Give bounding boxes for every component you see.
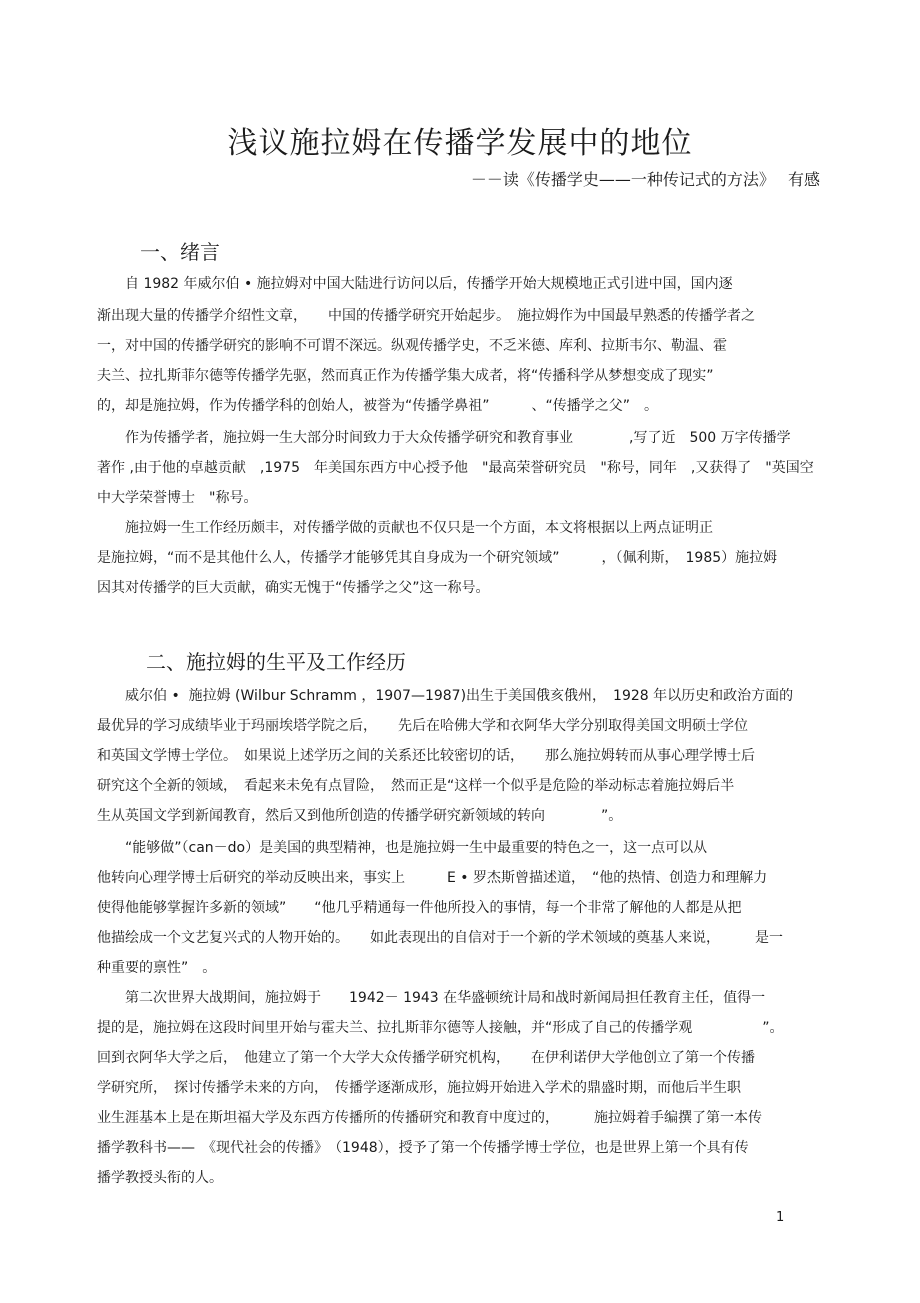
paragraph-line: 播学教科书—— 《现代社会的传播》 （1948），授予了第一个传播学博士学位，也是世界上第一个具有传 — [97, 1140, 749, 1156]
paragraph-line: 施拉姆一生工作经历颇丰，对传播学做的贡献也不仅只是一个方面，本文将根据以上两点证明正 — [97, 520, 713, 536]
paragraph-line: 因其对传播学的巨大贡献，确实无愧于“传播学之父”这一称号。 — [97, 580, 490, 596]
paragraph-line: 是施拉姆，“而不是其他什么人，传播学才能够凭其自身成为一个研究领域” ，（佩利斯， 1985）施拉姆 — [97, 550, 778, 566]
paragraph-line: 最优异的学习成绩毕业于玛丽埃塔学院之后， 先后在哈佛大学和衣阿华大学分别取得美国文明硕士学位 — [97, 718, 748, 734]
paragraph-line: 渐出现大量的传播学介绍性文章， 中国的传播学研究开始起步。 施拉姆作为中国最早熟悉的传播学者之 — [97, 308, 755, 324]
paragraph-line: 播学教授头衔的人。 — [97, 1170, 223, 1186]
paragraph-line: 使得他能够掌握许多新的领域” “他几乎精通每一件他所投入的事情，每一个非常了解他的人都是从把 — [97, 900, 742, 916]
page-subtitle: －－读《传播学史——一种传记式的方法》 有感 — [470, 170, 820, 189]
section-heading-biography: 二、施拉姆的生平及工作经历 — [146, 650, 406, 674]
paragraph-line: 夫兰、拉扎斯菲尔德等传播学先驱，然而真正作为传播学集大成者，将“传播科学从梦想变成了现实” — [97, 368, 714, 384]
paragraph-line: 和英国文学博士学位。 如果说上述学历之间的关系还比较密切的话， 那么施拉姆转而从事心理学博士后 — [97, 748, 755, 764]
paragraph-line: 种重要的禀性” 。 — [97, 960, 217, 976]
paragraph-line: 研究这个全新的领域， 看起来未免有点冒险， 然而正是“这样一个似乎是危险的举动标志着施拉姆后半 — [97, 778, 735, 794]
paragraph-line: 中大学荣誉博士 "称号。 — [97, 490, 258, 506]
paragraph-line: 他描绘成一个文艺复兴式的人物开始的。 如此表现出的自信对于一个新的学术领域的奠基人来说， 是一 — [97, 930, 783, 946]
paragraph-line: 第二次世界大战期间，施拉姆于 1942－ 1943 在华盛顿统计局和战时新闻局担任教育主任，值得一 — [97, 990, 766, 1006]
paragraph-line: 作为传播学者，施拉姆一生大部分时间致力于大众传播学研究和教育事业 ,写了近 500 万字传播学 — [97, 430, 791, 446]
paragraph-line: 自 1982 年威尔伯 • 施拉姆对中国大陆进行访问以后，传播学开始大规模地正式引进中国，国内逐 — [97, 276, 733, 292]
paragraph-line: 著作 ,由于他的卓越贡献 ,1975 年美国东西方中心授予他 "最高荣誉研究员 "称号，同年 ,又获得了 "英国空 — [97, 460, 814, 476]
page-title: 浅议施拉姆在传播学发展中的地位 — [227, 126, 693, 161]
paragraph-line: 的，却是施拉姆，作为传播学科的创始人，被誉为“传播学鼻祖” 、“传播学之父” 。 — [97, 398, 659, 414]
page-number: 1 — [776, 1210, 785, 1225]
paragraph-line: “能够做”（can－do）是美国的典型精神，也是施拉姆一生中最重要的特色之一，这一点可以从 — [97, 840, 708, 856]
paragraph-line: 提的是，施拉姆在这段时间里开始与霍夫兰、拉扎斯菲尔德等人接触，并“形成了自己的传播学观 ”。 — [97, 1020, 784, 1036]
paragraph-line: 业生涯基本上是在斯坦福大学及东西方传播所的传播研究和教育中度过的， 施拉姆着手编撰了第一本传 — [97, 1110, 762, 1126]
paragraph-line: 回到衣阿华大学之后， 他建立了第一个大学大众传播学研究机构， 在伊利诺伊大学他创立了第一个传播 — [97, 1050, 755, 1066]
section-heading-introduction: 一、绪言 — [140, 240, 220, 264]
paragraph-line: 他转向心理学博士后研究的举动反映出来，事实上 E • 罗杰斯曾描述道， “他的热情、创造力和理解力 — [97, 870, 768, 886]
paragraph-line: 威尔伯 • 施拉姆 (Wilbur Schramm ，1907—1987)出生于美国俄亥俄州， 1928 年以历史和政治方面的 — [97, 688, 794, 704]
paragraph-line: 生从英国文学到新闻教育，然后又到他所创造的传播学研究新领域的转向 ”。 — [97, 808, 623, 824]
paragraph-line: 学研究所， 探讨传播学未来的方向， 传播学逐渐成形，施拉姆开始进入学术的鼎盛时期，而他后半生职 — [97, 1080, 741, 1096]
paragraph-line: 一，对中国的传播学研究的影响不可谓不深远。纵观传播学史，不乏米德、库利、拉斯韦尔、勒温、霍 — [97, 338, 727, 354]
